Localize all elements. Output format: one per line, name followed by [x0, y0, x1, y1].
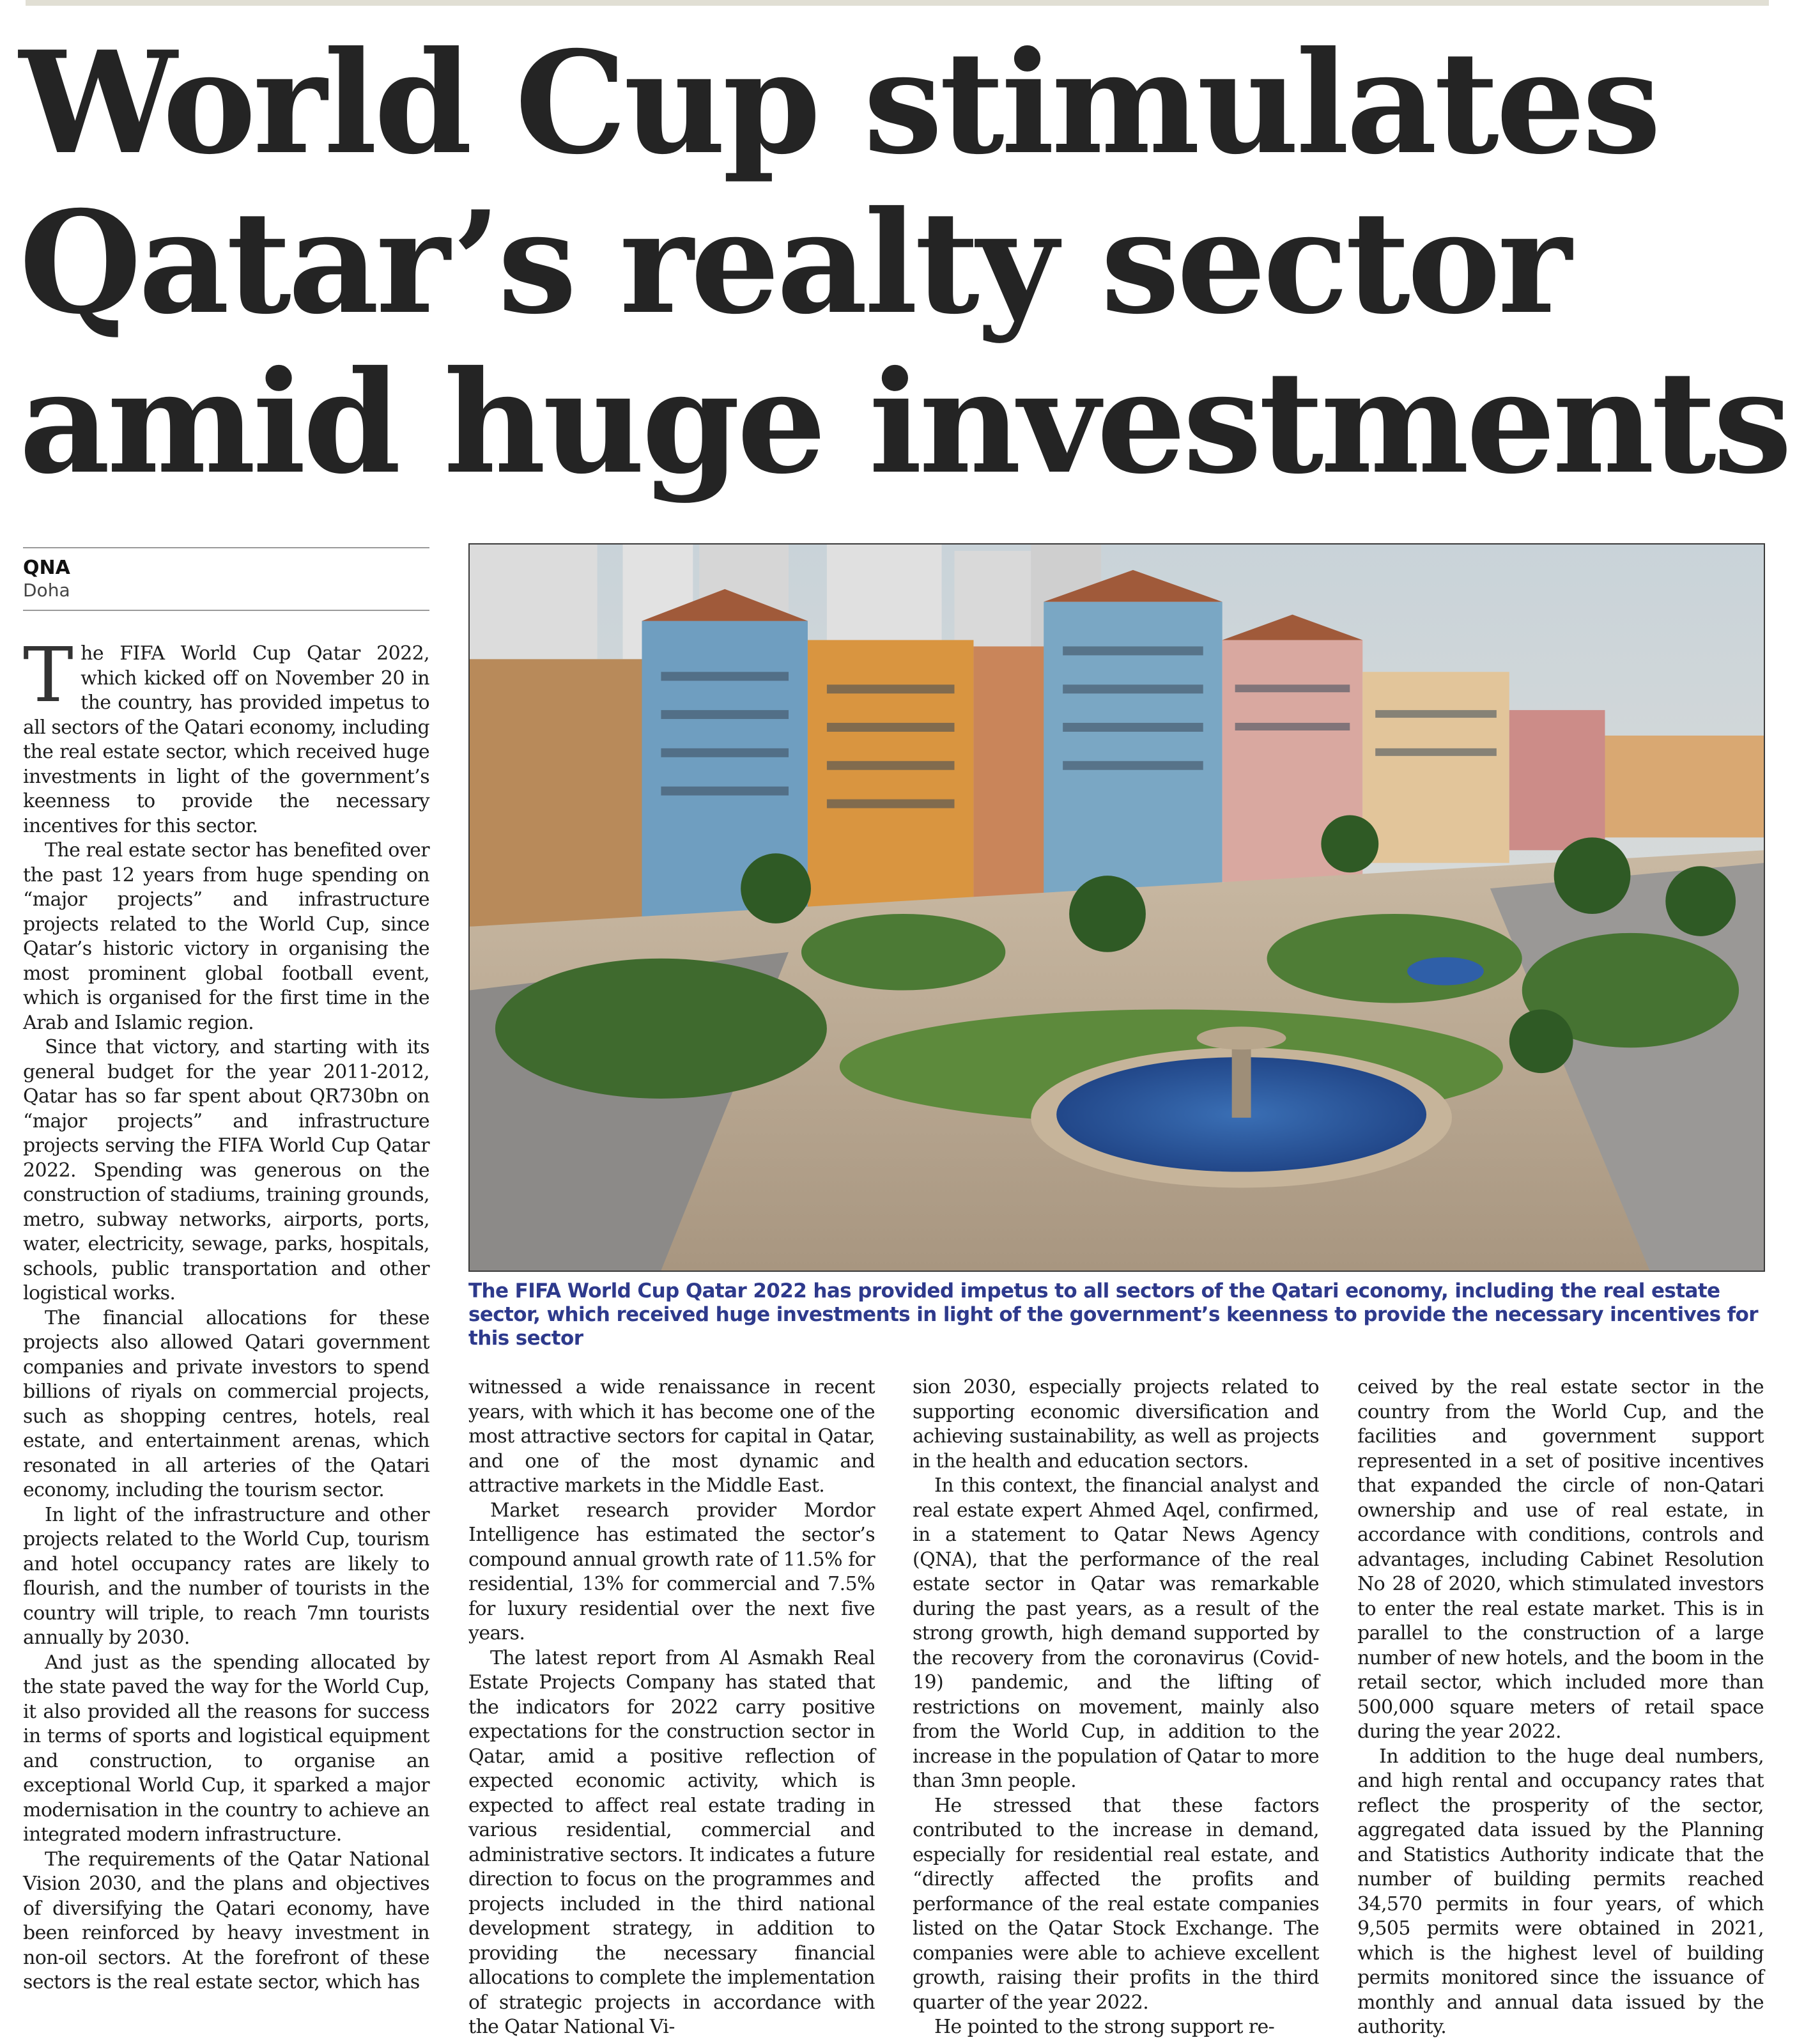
byline-place: Doha	[23, 580, 70, 601]
article-paragraph: The requirements of the Qatar National Vision 2030, and the plans and objectives of diversifying the Qatari economy, have been reinforced by heavy investment in non-oil sectors. At the forefront of these sectors is the real estate sector, which has	[23, 1848, 429, 1993]
headline-line-1: World Cup stimulates	[19, 20, 1658, 185]
drop-cap: T	[23, 631, 73, 719]
article-paragraph: Market research provider Mordor Intelligence has estimated the sector’s compound annual growth rate of 11.5% for residential, 13% for commercial and 7.5% for luxury residential over the next five years.	[468, 1499, 875, 1644]
article-paragraph	[23, 631, 429, 838]
article-paragraph: He pointed to the strong support re-	[934, 2016, 1275, 2038]
byline-agency: QNA	[23, 557, 70, 579]
article-column-2	[468, 1375, 875, 2038]
photo-illustration	[470, 545, 1764, 1271]
article-paragraph: In addition to the huge deal numbers, and high rental and occupancy rates that reflect the prosperity of the sector, aggregated data issued by the Planning and Statistics Authority indicate that the number of building permits reached 34,570 permits in four years, of which 9,505 permits were obtained in 2021, which is the highest level of building permits monitored since the issuance of monthly and annual data issued by the authority.	[1357, 1745, 1764, 2038]
article-paragraph: witnessed a wide renaissance in recent years, with which it has become one of the most attractive sectors for capital in Qatar, and one of the most dynamic and attractive markets in the Middle East.	[468, 1376, 875, 1497]
article-paragraph: In this context, the financial analyst and real estate expert Ahmed Aqel, confirmed, in a statement to Qatar News Agency (QNA), that the performance of the real estate sector in Qatar was remarkable during the past years, as a result of the strong growth, high demand supported by the recovery from the coronavirus (Covid-19) pandemic, and the lifting of restrictions on movement, mainly also from the World Cup, in addition to the increase in the population of Qatar to more than 3mn people.	[913, 1474, 1319, 1792]
article-paragraph: The real estate sector has benefited over the past 12 years from huge spending on “major projects” and infrastructure projects related to the World Cup, since Qatar’s historic victory in organising the most prominent global football event, which is organised for the first time in the Arab and Islamic region.	[23, 839, 429, 1034]
article-photo	[468, 543, 1765, 1272]
headline-line-2: Qatar’s realty sector	[19, 180, 1569, 345]
article-paragraph: And just as the spending allocated by the state paved the way for the World Cup, it also provided all the reasons for success in terms of sports and logistical equipment and construction, to organise an exceptional World Cup, it sparked a major modernisation in the country to achieve an integrated modern infrastructure.	[23, 1651, 429, 1846]
headline-line-3: amid huge investments	[19, 339, 1789, 505]
headline	[19, 20, 1796, 505]
article-paragraph: ceived by the real estate sector in the country from the World Cup, and the facilities and government support represented in a set of positive incentives that expanded the circle of non-Qatari ownership and use of real estate, in accordance with conditions, controls and advantages, including Cabinet Resolution No 28 of 2020, which stimulated investors to enter the real estate market. This is in parallel to the construction of a large number of new hotels, and the boom in the retail sector, which included more than 500,000 square meters of retail space during the year 2022.	[1357, 1376, 1764, 1743]
article-paragraph: In light of the infrastructure and other projects related to the World Cup, tourism and hotel occupancy rates are likely to flourish, and the number of tourists in the country will triple, to reach 7mn tourists annually by 2030.	[23, 1503, 429, 1649]
article-paragraph: sion 2030, especially projects related to supporting economic diversification and achieving sustainability, as well as projects in the health and education sectors.	[913, 1376, 1319, 1472]
paragraph-text: he FIFA World Cup Qatar 2022, which kicked off on November 20 in the country, has provided impetus to all sectors of the Qatari economy, including the real estate sector, which received huge investments in light of the government’s keenness to provide the necessary incentives for this sector.	[23, 642, 429, 837]
top-rule	[26, 0, 1769, 6]
article-paragraph: The latest report from Al Asmakh Real Estate Projects Company has stated that the indicators for 2022 carry positive expectations for the construction sector in Qatar, amid a positive reflection of expected economic activity, which is expected to affect real estate trading in various residential, commercial and administrative sectors. It indicates a future direction to focus on the programmes and projects included in the third national development strategy, in addition to providing the necessary financial allocations to complete the implementation of strategic projects in accordance with the Qatar National Vi-	[468, 1646, 875, 2038]
photo-caption: The FIFA World Cup Qatar 2022 has provided impetus to all sectors of the Qatari economy, including the real estate sector, which received huge investments in light of the government’s keenness to provide the necessary incentives for this sector	[468, 1279, 1758, 1350]
article-column-4	[1357, 1375, 1764, 2038]
byline	[23, 547, 429, 611]
article-column-1	[23, 631, 429, 2019]
article-paragraph: The financial allocations for these projects also allowed Qatari government companies and private investors to spend billions of riyals on commercial projects, such as shopping centres, hotels, real estate, and entertainment arenas, which resonated in all arteries of the Qatari economy, including the tourism sector.	[23, 1306, 429, 1501]
article-paragraph: He stressed that these factors contributed to the increase in demand, especially for residential real estate, and “directly affected the profits and performance of the real estate companies listed on the Qatar Stock Exchange. The companies were able to achieve excellent growth, raising their profits in the third quarter of the year 2022.	[913, 1794, 1319, 2014]
article-paragraph: Since that victory, and starting with its general budget for the year 2011-2012, Qatar has so far spent about QR730bn on “major projects” and infrastructure projects serving the FIFA World Cup Qatar 2022. Spending was generous on the construction of stadiums, training grounds, metro, subway networks, airports, ports, water, electricity, sewage, parks, hospitals, schools, public transportation and other logistical works.	[23, 1036, 429, 1304]
article-column-3	[913, 1375, 1319, 2038]
